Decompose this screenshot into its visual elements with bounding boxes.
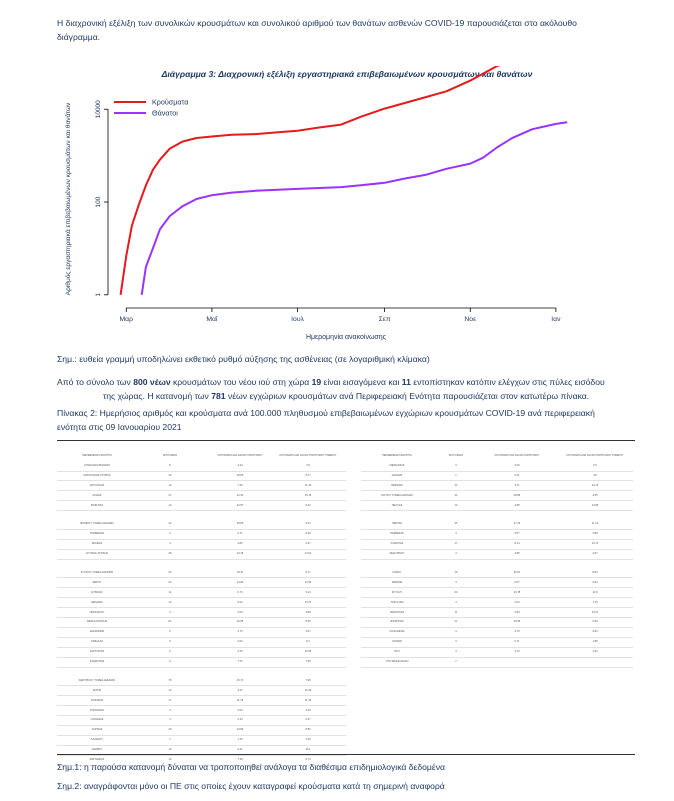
row-divider <box>57 539 346 540</box>
table-cell: 4.44 <box>237 464 243 467</box>
table-cell: 4.88 <box>514 552 520 556</box>
y-tick-label: 1 <box>95 293 102 297</box>
row-divider <box>57 587 346 588</box>
table-cell: 7.38 <box>237 758 243 762</box>
table-cell: 14.96 <box>236 580 244 584</box>
row-divider <box>361 559 633 560</box>
table-cell: 6.41 <box>237 748 243 752</box>
table-cell: 6 <box>169 630 171 634</box>
table-cell: ΣΕΡΡΩΝ <box>391 580 403 584</box>
table-cell: 7.29 <box>237 483 243 487</box>
row-divider <box>57 715 346 716</box>
line-chart <box>60 66 620 356</box>
row-divider <box>361 490 633 491</box>
row-divider <box>57 745 346 746</box>
table-cell: 8.14 <box>514 542 520 546</box>
table-cell: ΔΥΤΙΚΟΥ ΤΟΜΕΑ ΑΘΗΝΩΝ <box>80 570 114 574</box>
table-cell: 3.83 <box>237 542 243 546</box>
table-cell: 4.67 <box>592 552 598 556</box>
table-cell: 6 <box>169 640 171 644</box>
table-cell: 3 <box>455 650 457 654</box>
summary-paragraph: Από το σύνολο των 800 νέων κρουσμάτων του νέου ιού στη χώρα 19 είναι εισαγόμενα και 11 εντοπίστηκαν κατόπιν ελέγχων στις πύλες εισόδου της χώρας. Η κατανομή των 781 νέων εγχώριων κρουσμάτων ανά Περιφερειακή Ενότητα παρουσιάζεται στον κατωτέρω πίνακα. <box>57 377 605 401</box>
table-cell: 1.92 <box>592 650 598 654</box>
table-cell: 41 <box>454 493 458 497</box>
table-cell: 27.25 <box>513 522 521 526</box>
table-cell: 2.5 <box>593 464 597 467</box>
table-cell: 15.74 <box>236 678 244 682</box>
row-divider <box>57 480 346 481</box>
table-caption: Πίνακας 2: Ημερήσιος αριθμός και κρούσματα ανά 100.000 πληθυσμού επιβεβαιωμένων εγχώριων κρουσμάτων COVID-19 ανά περιφερειακή ενότητα στις 09 Ιανουαρίου 2021 <box>57 408 595 432</box>
table-cell: 14 <box>454 503 458 507</box>
table-cell: 38.86 <box>236 522 244 526</box>
table-cell: 28 <box>168 552 172 556</box>
footnote-1: Σημ.1: η παρούσα κατανομή δύναται να τροποποιηθεί ανάλογα τα διαθέσιμα επιδημιολογικά δεδομένα <box>57 762 445 772</box>
table-cell: 10.1 <box>305 748 311 752</box>
y-tick-label: 100 <box>95 196 102 208</box>
table-cell: 7.98 <box>305 678 311 682</box>
table-cell: ΧΑΛΚΙΔΙΚΗΣ <box>389 630 405 634</box>
table-cell: 3 <box>455 630 457 634</box>
table-cell: 8.86 <box>305 728 311 732</box>
table-cell: 3 <box>169 718 171 722</box>
table-cell: 3 <box>455 580 457 584</box>
table-cell: 3.37 <box>237 688 243 692</box>
regional-cases-table <box>57 452 635 762</box>
table-cell: ΛΕΣΒΟΥ <box>91 748 103 752</box>
table-cell: 7.35 <box>305 660 311 664</box>
table-cell: ΛΑΚΩΝΙΑΣ <box>90 718 104 722</box>
table-cell: 9.45 <box>305 532 311 536</box>
table-cell: ΑΡΓΟΛΙΔΑΣ <box>89 483 105 487</box>
table-cell: 9.64 <box>237 600 243 604</box>
table-cell: 8.1 <box>306 640 310 644</box>
row-divider <box>361 627 633 628</box>
table-cell: 14 <box>168 503 172 507</box>
table-cell: 08.89 <box>513 493 521 497</box>
table-cell: 12.86 <box>591 503 599 507</box>
table-cell: 4.8 <box>593 473 597 477</box>
table-cell: ΙΩΑΝΝΙΝΩΝ <box>89 630 105 634</box>
x-tick-label: Μαρ <box>119 316 133 323</box>
table-cell: 13.32 <box>304 580 312 584</box>
table-cell: ΣΑΜΟΥ <box>392 570 402 574</box>
table-cell: 29.56 <box>513 620 521 624</box>
table-cell: 1.33 <box>237 738 243 742</box>
table-cell: 2.34 <box>237 718 243 722</box>
table-cell: 4.88 <box>514 503 520 507</box>
table-cell: 11.33 <box>304 698 312 702</box>
table-cell: 3.63 <box>237 708 243 712</box>
row-divider <box>361 549 633 550</box>
table-cell: 3.67 <box>305 630 311 634</box>
table-cell: ΓΡΕΒΕΝΩΝ <box>89 532 105 536</box>
table-cell: 0.41 <box>514 473 520 477</box>
x-tick-label: Μαΐ <box>206 316 218 323</box>
row-divider <box>361 577 633 578</box>
y-axis-title: Αριθμός εργαστηριακά επιβεβαιωμένων κρουσμάτων και θανάτων <box>65 102 72 296</box>
table-cell: ΚΑΤΕΡΙΝΗΣ <box>89 660 105 664</box>
table-cell: ΒΟΡΕΙΟΥ ΤΟΜΕΑ ΑΘΗΝΩΝ <box>80 522 114 526</box>
table-cell: 14 <box>168 758 172 762</box>
row-divider <box>361 500 633 501</box>
table-cell: 2.09 <box>514 464 520 467</box>
table-cell: 78 <box>168 678 172 682</box>
row-divider <box>57 549 346 550</box>
row-divider <box>361 617 633 618</box>
row-divider <box>57 647 346 648</box>
table-cell: 4.63 <box>237 640 243 644</box>
table-cell: 26.08 <box>236 620 244 624</box>
table-header-cell: ΚΡΟΥΣΜΑΤΑ ΑΝΑ 100.000 ΠΛΗΘΥΣΜΟΥ 7ΗΜΕΡΟΥ <box>279 454 337 457</box>
chart-note: Σημ.: ευθεία γραμμή υποδηλώνει εκθετικό ρυθμό αύξησης της ασθένειας (σε λογαριθμική κλίμακα) <box>57 354 430 364</box>
table-bottom-rule <box>57 754 635 755</box>
table-cell: 24 <box>168 522 172 526</box>
table-cell: 19 <box>454 570 458 574</box>
table-cell: 0.57 <box>514 580 520 584</box>
table-cell: 11.14 <box>591 522 599 526</box>
table-cell: 35 <box>454 522 458 526</box>
table-cell: 3.88 <box>305 610 311 614</box>
table-cell: ΠΡΕΒΕΖΑΣ <box>390 532 404 536</box>
row-divider <box>57 725 346 726</box>
table-cell: 3.75 <box>237 630 243 634</box>
x-tick-label: Νοε <box>464 316 477 323</box>
legend-label: Κρούσματα <box>152 97 189 107</box>
x-tick-label: Σεπ <box>378 316 391 323</box>
table-cell: 11.75 <box>236 698 244 702</box>
table-cell: ΛΑΡΙΣΑΣ <box>91 728 103 732</box>
row-divider <box>361 480 633 481</box>
table-cell: 0.71 <box>514 640 520 644</box>
row-divider <box>361 529 633 530</box>
table-cell: 16.18 <box>236 552 244 556</box>
table-cell: ΗΜΑΘΙΑΣ <box>91 600 103 604</box>
table-cell: ΕΒΡΟΥ <box>92 580 102 584</box>
table-cell: 12.33 <box>236 493 244 497</box>
table-cell: 8.74 <box>305 758 311 762</box>
row-divider <box>57 471 346 472</box>
table-cell: ΠΕΛΛΑΣ <box>391 503 403 507</box>
table-cell: ΚΑΒΑΛΑΣ <box>91 640 103 644</box>
table-cell: 24 <box>168 570 172 574</box>
table-header-cell: ΚΡΟΥΣΜΑΤΑ <box>448 454 464 457</box>
table-cell: 15.74 <box>591 542 599 546</box>
table-cell: ΚΕΝΤΡΙΚΟΥ ΤΟΜΕΑ ΑΘΗΝΩΝ <box>78 678 116 682</box>
table-cell: 4 <box>455 552 457 556</box>
table-header-cell: ΠΕΡΙΦΕΡΕΙΑΚΗ ΕΝΟΤΗΤΑ <box>82 454 112 457</box>
table-cell: ΤΡΙΚΑΛΩΝ <box>390 600 404 604</box>
table-cell: ΜΑΓΝΗΣΙΑΣ <box>89 758 105 762</box>
row-divider <box>57 735 346 736</box>
table-cell: ΚΟΖΑΝΗΣ <box>90 698 104 702</box>
table-cell: 7.16 <box>592 600 598 604</box>
table-cell: 13 <box>168 600 172 604</box>
table-cell: ΜΕΣΣΗΝΙΑΣ <box>389 464 405 467</box>
table-cell: 3.20 <box>237 650 243 654</box>
table-cell: 3 <box>455 464 457 467</box>
table-cell: 12.57 <box>236 503 244 507</box>
table-cell: 14 <box>168 590 172 594</box>
row-divider <box>57 597 346 598</box>
table-cell: 8.35 <box>305 620 311 624</box>
table-cell: ΔΡΑΜΑΣ <box>91 542 103 546</box>
row-divider <box>361 647 633 648</box>
table-header-cell: ΠΕΡΙΦΕΡΕΙΑΚΗ ΕΝΟΤΗΤΑ <box>382 454 412 457</box>
table-cell: 11 <box>454 610 458 614</box>
row-divider <box>57 490 346 491</box>
table-cell: 3 <box>455 640 457 644</box>
row-divider <box>361 510 633 511</box>
row-divider <box>57 500 346 501</box>
table-top-rule <box>57 440 635 441</box>
table-cell: ΦΘΙΩΤΙΔΑΣ <box>389 610 405 614</box>
footnote-2: Σημ.2: αναγράφονται μόνο οι ΠΕ στις οποίες έχουν καταγραφεί κρούσματα κατά τη σημερινή αναφορά <box>57 781 445 791</box>
table-cell: ΥΠΟ ΔΙΕΡΕΥΝΗΣΗ <box>385 660 409 664</box>
table-cell: 14 <box>168 748 172 752</box>
row-divider <box>361 597 633 598</box>
x-axis-title: Ημερομηνία ανακοίνωσης <box>305 334 387 341</box>
table-cell: 5.57 <box>514 532 520 536</box>
table-cell: 36.97 <box>513 570 521 574</box>
table-cell: 29 <box>168 473 172 477</box>
table-cell: 7 <box>455 660 457 664</box>
row-divider <box>361 607 633 608</box>
table-header-cell: ΚΡΟΥΣΜΑΤΑ ΑΝΑ 100.000 ΠΛΗΘΥΣΜΟΥ <box>217 454 263 457</box>
table-cell: ΒΟΙΩΤΙΑΣ <box>90 503 104 507</box>
row-divider <box>57 637 346 638</box>
table-cell: 21 <box>454 620 458 624</box>
table-cell: 18.86 <box>236 473 244 477</box>
chart-title: Διάγραμμα 3: Διαχρονική εξέλιξη εργαστηριακά επιβεβαιωμένων κρουσμάτων και θανάτων <box>161 69 533 79</box>
table-cell: 1.50 <box>305 738 311 742</box>
table-cell: ΛΑΣΙΘΙΟΥ <box>90 738 104 742</box>
table-cell: 16.89 <box>236 728 244 732</box>
table-cell: 13.78 <box>513 590 521 594</box>
y-tick-label: 10000 <box>95 100 102 119</box>
table-cell: ΠΙΕΡΙΑΣ <box>391 522 403 526</box>
table-cell: 20 <box>168 580 172 584</box>
row-divider <box>57 559 346 560</box>
x-tick-label: Ιαν <box>551 316 561 323</box>
table-cell: 6.74 <box>237 590 243 594</box>
table-cell: 13.51 <box>304 552 312 556</box>
table-cell: 1 <box>455 473 457 477</box>
table-cell: ΑΧΑΪΑΣ <box>92 493 102 497</box>
table-cell: 14 <box>168 483 172 487</box>
deaths-series-line <box>142 122 568 295</box>
table-cell: 13.08 <box>304 650 312 654</box>
table-cell: ΠΕΙΡΑΙΩΣ <box>391 483 403 487</box>
table-cell: 10.49 <box>304 688 312 692</box>
row-divider <box>57 529 346 530</box>
table-cell: 4.36 <box>305 708 311 712</box>
table-cell: 10.73 <box>591 483 599 487</box>
table-cell: 9.33 <box>305 503 311 507</box>
table-cell: 6.71 <box>237 532 243 536</box>
chart-figure <box>60 66 620 356</box>
table-cell: 1.88 <box>592 640 598 644</box>
table-cell: 3.37 <box>305 718 311 722</box>
table-cell: 8.77 <box>305 473 311 477</box>
table-cell: 1.00 <box>237 610 243 614</box>
row-divider <box>57 607 346 608</box>
table-cell: ΚΙΛΚΙΣ <box>92 688 102 692</box>
row-divider <box>57 657 346 658</box>
table-cell: 13.9 <box>592 590 598 594</box>
row-divider <box>361 637 633 638</box>
row-divider <box>57 627 346 628</box>
table-cell: 9.48 <box>592 620 598 624</box>
table-cell: 14 <box>168 688 172 692</box>
row-divider <box>57 705 346 706</box>
table-cell: 1 <box>169 738 171 742</box>
table-cell: ΦΛΩΡΙΝΑΣ <box>390 620 404 624</box>
table-cell: 4 <box>169 542 171 546</box>
table-header-cell: ΚΡΟΥΣΜΑΤΑ <box>162 454 178 457</box>
row-divider <box>57 577 346 578</box>
table-cell: 3 <box>169 708 171 712</box>
table-cell: ΗΡΑΚΛΕΙΟΥ <box>89 610 105 614</box>
x-tick-label: Ιουλ <box>291 316 304 323</box>
table-cell: 0.84 <box>514 610 520 614</box>
table-cell: 27 <box>168 493 172 497</box>
table-cell: ΘΕΣΣΑΛΟΝΙΚΗΣ <box>86 620 108 624</box>
table-cell: 3.75 <box>514 630 520 634</box>
table-cell: ΑΝΑΤΟΛΙΚΗΣ ΑΤΤΙΚΗΣ <box>83 473 111 477</box>
row-divider <box>361 667 633 668</box>
table-cell: 11 <box>454 483 458 487</box>
table-cell: ΚΑΣΤΟΡΙΑΣ <box>89 650 105 654</box>
table-cell: 3.71 <box>514 483 520 487</box>
table-cell: ΧΙΟΥ <box>393 650 401 654</box>
table-cell: 29 <box>168 728 172 732</box>
table-cell: 2.03 <box>514 600 520 604</box>
row-divider <box>57 510 346 511</box>
row-divider <box>361 657 633 658</box>
table-cell: 84 <box>168 620 172 624</box>
row-divider <box>57 695 346 696</box>
table-cell: 4.37 <box>305 542 311 546</box>
table-cell: 17 <box>454 542 458 546</box>
table-cell: 9.44 <box>305 522 311 526</box>
table-cell: 3 <box>169 532 171 536</box>
table-cell: 17 <box>168 698 172 702</box>
table-cell: ΕΥΒΟΙΑΣ <box>91 590 103 594</box>
table-cell: ΡΟΔΟΠΗΣ <box>390 542 404 546</box>
row-divider <box>361 539 633 540</box>
table-cell: 3 <box>455 600 457 604</box>
table-cell: 11.36 <box>304 483 312 487</box>
table-cell: ΞΑΝΘΗΣ <box>391 473 403 477</box>
legend-label: Θάνατοι <box>152 108 178 118</box>
table-cell: 9 <box>169 660 171 664</box>
table-cell: ΚΟΡΙΝΘΙΑΣ <box>89 708 105 712</box>
row-divider <box>57 667 346 668</box>
row-divider <box>57 685 346 686</box>
table-cell: 3.73 <box>514 650 520 654</box>
row-divider <box>361 471 633 472</box>
table-cell: 8.93 <box>592 570 598 574</box>
table-cell: 24 <box>454 590 458 594</box>
table-cell: ΣΚΥΛΟΥ <box>391 590 403 594</box>
row-divider <box>361 587 633 588</box>
intro-text: Η διαχρονική εξέλιξη των συνολικών κρουσμάτων και συνολικού αριθμού των θανάτων ασθενών COVID-19 παρουσιάζεται στο ακόλουθο διάγραμμα. <box>57 18 577 42</box>
table-cell: 8.17 <box>305 570 311 574</box>
table-cell: 13.74 <box>304 600 312 604</box>
table-cell: 4.55 <box>592 493 598 497</box>
row-divider <box>57 617 346 618</box>
table-cell: 3.6 <box>306 464 310 467</box>
table-cell: 4 <box>455 532 457 536</box>
table-cell: 12.07 <box>591 610 599 614</box>
table-cell: ΝΟΤΙΟΥ ΤΟΜΕΑ ΑΘΗΝΩΝ <box>381 493 413 497</box>
table-cell: ΧΑΝΙΩΝ <box>392 640 402 644</box>
table-cell: 3.83 <box>592 630 598 634</box>
table-cell: 6 <box>169 650 171 654</box>
table-cell: 15.15 <box>304 493 312 497</box>
table-header-cell: ΚΡΟΥΣΜΑΤΑ ΑΝΑ 100.000 ΠΛΗΘΥΣΜΟΥ 7ΗΜΕΡΟΥ <box>566 454 624 457</box>
table-cell: 7.76 <box>237 660 243 664</box>
table-cell: 5.24 <box>305 590 311 594</box>
table-header-cell: ΚΡΟΥΣΜΑΤΑ ΑΝΑ 100.000 ΠΛΗΘΥΣΜΟΥ <box>494 454 540 457</box>
table-cell: ΔΥΤΙΚΗΣ ΑΤΤΙΚΗΣ <box>86 552 108 556</box>
table-cell: 3.93 <box>592 580 598 584</box>
table-cell: 18.37 <box>236 570 244 574</box>
table-cell: ΑΙΤΩΛΟΑΚΑΡΝΑΝΙΑΣ <box>83 464 111 467</box>
table-cell: ΡΕΘΥΜΝΟΥ <box>389 552 405 556</box>
table-cell: 2.88 <box>592 532 598 536</box>
table-cell: 8 <box>169 464 171 467</box>
table-cell: 3 <box>169 610 171 614</box>
